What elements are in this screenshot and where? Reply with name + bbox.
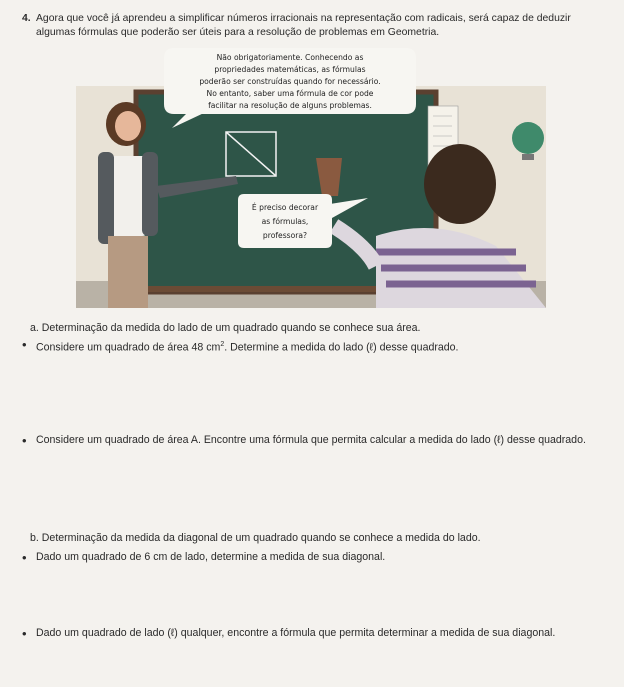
teacher-speech-line: propriedades matemáticas, as fórmulas xyxy=(214,65,366,74)
question-text: Agora que você já aprendeu a simplificar números irracionais na representação com radicais, será capaz de deduzir algumas fórmulas que poderão ser úteis para a resolução de problemas em Geometria. xyxy=(36,13,571,38)
student-speech-line: as fórmulas, xyxy=(261,217,309,226)
item-b-title: b. Determinação da medida da diagonal de um quadrado quando se conhece a medida do lado. xyxy=(30,532,481,544)
student-speech-line: É preciso decorar xyxy=(251,203,319,212)
globe xyxy=(512,122,544,154)
item-b-bullet-2: • Dado um quadrado de lado (ℓ) qualquer, encontre a fórmula que permita determinar a medida de sua diagonal. xyxy=(22,626,617,641)
teacher-speech-line: poderão ser construídas quando for necessário. xyxy=(199,77,381,86)
bullet-text: Considere um quadrado de área 48 cm xyxy=(36,341,221,354)
teacher-speech-line: Não obrigatoriamente. Conhecendo as xyxy=(216,53,364,62)
item-a-title: a. Determinação da medida do lado de um quadrado quando se conhece sua área. xyxy=(30,322,421,334)
item-a-bullet-2: • Considere um quadrado de área A. Encontre uma fórmula que permita calcular a medida do lado (ℓ) desse quadrado. xyxy=(22,433,607,448)
question-header xyxy=(22,12,612,40)
teacher-speech-line: facilitar na resolução de alguns problemas. xyxy=(208,101,372,110)
item-b-bullet-1: • Dado um quadrado de 6 cm de lado, determine a medida de sua diagonal. xyxy=(22,550,607,565)
item-a-bullet-1 xyxy=(22,337,607,356)
question-number: 4. xyxy=(22,13,31,24)
student-speech-line: professora? xyxy=(262,231,308,240)
superscript: 2 xyxy=(220,341,225,348)
teacher-speech-line: No entanto, saber uma fórmula de cor pode xyxy=(206,89,374,98)
classroom-illustration xyxy=(76,46,546,308)
bullet-text: . Determine a medida do lado (ℓ) desse quadrado. xyxy=(224,341,459,354)
